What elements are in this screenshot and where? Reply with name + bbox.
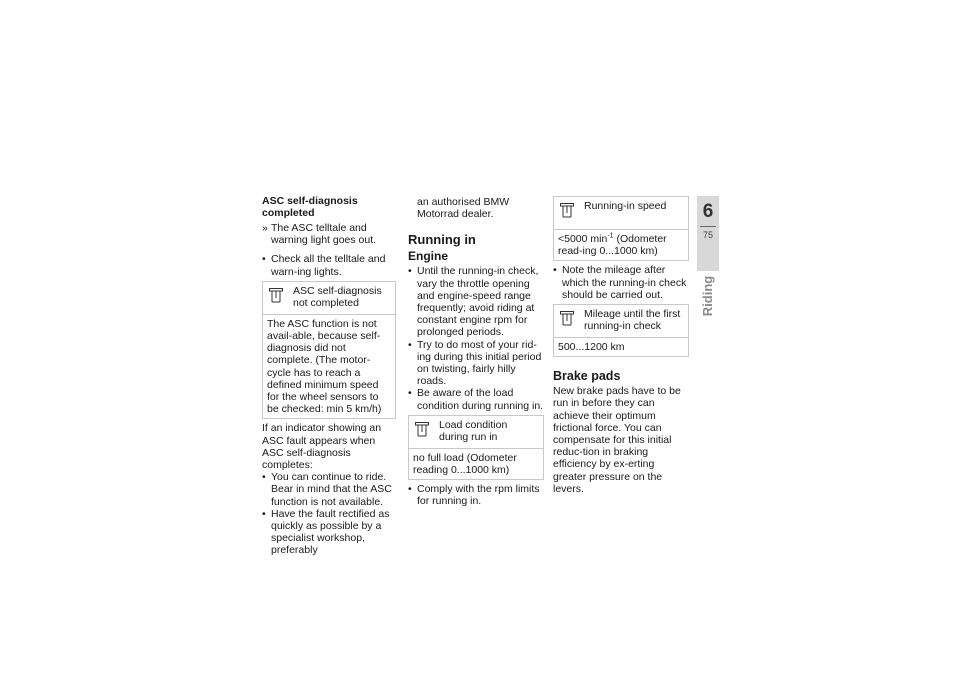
list-item: • You can continue to ride. Bear in mind that the ASC function is not available. [262, 471, 392, 508]
spec-box-header [409, 416, 543, 448]
result-list [262, 222, 396, 246]
list-item: • Try to do most of your rid-ing during this initial period on twisting, fairly hilly roads. [408, 338, 542, 388]
chapter-number: 6 [702, 201, 714, 222]
list-item: • Check all the telltale and warn-ing lights. [262, 253, 386, 278]
spec-box-running-in-speed [553, 196, 689, 261]
list-item: • Until the running-in check, vary the throttle opening and engine-speed range frequently; avoid riding at constant engine rpm for prolonged periods. [408, 265, 539, 339]
rpm-list [408, 483, 544, 507]
subsection-title-engine: Engine [408, 249, 449, 264]
spec-box-body: <5000 $\min^{-1}$ (Odometer read-ing 0...1000 km) [554, 229, 688, 260]
paragraph-brake-pads: New brake pads have to be run in before they can achieve their optimum frictional force. You can compensate for this initial reduc-tion in braking efficiency by ex-erting greater pressure on the levers. [553, 385, 681, 495]
list-item: • Note the mileage after which the running-in check should be carried out. [553, 264, 687, 301]
page-number: 75 [702, 230, 713, 240]
result-item: » The ASC telltale and warning light goes out. [262, 222, 377, 247]
list-item: • Comply with the rpm limits for running in. [408, 483, 540, 508]
heading-asc-self-diagnosis: ASC self-diagnosis completed [262, 195, 358, 219]
spec-table-icon [560, 311, 574, 327]
spec-box-asc [262, 281, 396, 420]
spec-table-icon [269, 288, 283, 304]
list-item: • Have the fault rectified as quickly as possible by a specialist workshop, preferably [262, 507, 390, 557]
spec-box-title: ASC self-diagnosis not completed [293, 284, 382, 310]
paragraph-asc-fault: If an indicator showing an ASC fault appears when ASC self-diagnosis completes: [262, 422, 382, 472]
spec-box-title: Load condition during run in [439, 418, 508, 444]
chapter-side-title: Riding [699, 275, 715, 317]
spec-box-header [554, 305, 688, 337]
spec-box-header [554, 197, 688, 229]
column-3 [553, 196, 689, 495]
spec-box-load [408, 415, 544, 480]
spec-box-body: The ASC function is not avail-able, because self-diagnosis did not complete. (The motor-cycle has to reach a defined minimum speed for the wheel sensors to be checked: min 5 km/h) [263, 314, 395, 419]
mileage-list [553, 264, 689, 301]
spec-box-header [263, 282, 395, 314]
section-title-running-in: Running in [408, 232, 476, 248]
section-title-brake-pads: Brake pads [553, 369, 621, 384]
spec-box-title: Mileage until the first running-in check [584, 308, 681, 333]
spec-box-mileage [553, 304, 689, 357]
column-1 [262, 196, 396, 557]
spec-box-body: no full load (Odometer reading 0...1000 km) [409, 448, 543, 479]
spec-box-title: Running-in speed [584, 200, 667, 212]
continued-text: an authorised BMW Motorrad dealer. [417, 196, 510, 221]
instruction-list [262, 253, 396, 277]
engine-list [408, 265, 544, 411]
chapter-tab [697, 196, 719, 271]
column-2 [408, 196, 544, 508]
fault-list [262, 471, 396, 556]
arrow-marker: » [262, 222, 268, 234]
spec-table-icon [560, 203, 574, 219]
list-item: • Be aware of the load condition during running in. [408, 387, 544, 412]
spec-box-body: 500...1200 km [554, 337, 688, 356]
spec-table-icon [415, 422, 429, 438]
divider [700, 226, 716, 227]
